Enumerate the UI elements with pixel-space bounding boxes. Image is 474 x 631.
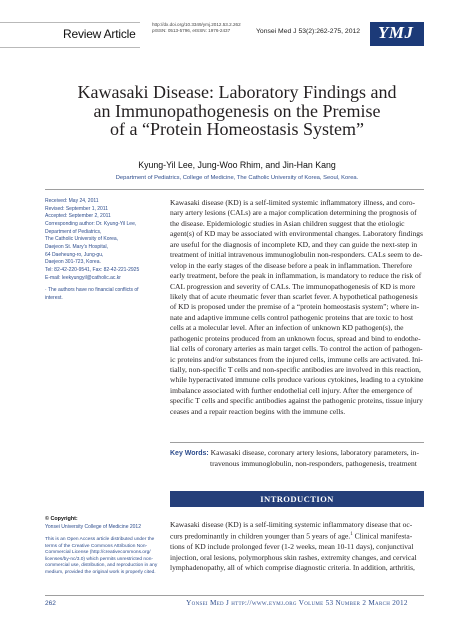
title-line: Kawasaki Disease: Laboratory Findings and	[77, 82, 397, 102]
abstract-line: likely that of acute rheumatic fever than scarlet fever. A hypothetical pathogenesis	[170, 291, 418, 301]
license-line: terms of the Creative Commons Attribution Non-	[45, 543, 148, 549]
address-line: Daejeon 301-723, Korea.	[45, 259, 101, 266]
abstract-line: early treatment, before the peak in inflammation, is mandatory to reduce the risk of	[170, 271, 422, 281]
license-line: licenses/by-nc/3.0) which permits unrestricted non-	[45, 556, 153, 562]
corresponding-author: Corresponding author: Dr. Kyung-Yil Lee,	[45, 220, 137, 227]
article-title	[60, 83, 414, 139]
abstract-line: treatment of initial intravenous immunoglobulin non-responders. CALs seem to de-	[170, 250, 423, 260]
phone-fax: Tel: 82-42-220-9541, Fax: 82-42-221-2925	[45, 266, 140, 273]
introduction-text	[170, 520, 424, 574]
abstract-line: agent(s) of KD may be associated with environmental changes. Laboratory findings	[170, 229, 423, 239]
email-link[interactable]: E-mail: leekyungyil@catholic.ac.kr	[45, 274, 121, 281]
abstract-line: specific T cells and specific antibodies against the pathogenic proteins, tissue injury	[170, 396, 423, 406]
section-label: Review Article	[63, 27, 136, 41]
keywords	[170, 448, 424, 470]
abstract-line: tially, non-specific T cells and non-specific antibodies are involved in this reaction,	[170, 365, 421, 374]
journal-logo	[370, 22, 424, 46]
divider	[45, 595, 424, 596]
abstract-line: pathogenic proteins produced from an unknown focus, spread and bind to endothe-	[170, 333, 421, 343]
abstract-line: the disease. Epidemiologic studies in Asian children suggest that the etiologic	[170, 218, 405, 228]
introduction-heading: INTRODUCTION	[260, 494, 334, 504]
issn-line: pISSN: 0513-5796, eISSN: 1976-2437	[152, 28, 231, 34]
abstract-line: nary artery lesions (CALs) are a major complication determining the prognosis of	[170, 208, 417, 218]
footer-citation: Yonsei Med J http://www.eymj.org Volume 53 Number 2 March 2012	[186, 599, 408, 607]
intro-line: lymphadenopathy, all of which comprise diagnostic criteria. In addition, arthritis,	[170, 563, 415, 573]
abstract-line: ceases and a repair reaction begins with the immune cells.	[170, 406, 346, 416]
keywords-text: travenous immunoglobulin, non-responders, pathogenesis, treatment	[210, 459, 417, 469]
license-line: This is an Open Access article distributed under the	[45, 537, 155, 542]
article-info	[45, 198, 160, 282]
abstract-line: of KD is proposed under the premise of a “protein homeostasis system”; where in-	[170, 302, 420, 312]
abstract-line: nate and adaptive immune cells control pathogenic proteins that are toxic to host	[170, 312, 414, 322]
citation-ref[interactable]: 1	[350, 532, 353, 538]
revised-date: Revised: September 1, 2011	[45, 205, 109, 212]
address-line: Daejeon St. Mary’s Hospital,	[45, 243, 108, 250]
conflict-note-line: interest.	[45, 294, 63, 301]
affiliation: Department of Pediatrics, College of Medicine, The Catholic University of Korea, Seoul, Korea.	[115, 175, 359, 181]
doi-block	[152, 22, 241, 35]
address-line: 64 Daeheung-ro, Jung-gu,	[45, 251, 104, 258]
copyright-heading: © Copyright:	[45, 516, 78, 522]
divider	[170, 442, 424, 443]
journal-reference: Yonsei Med J 53(2):262-275, 2012	[256, 28, 361, 35]
intro-line: Kawasaki disease (KD) is a self-limiting systemic inflammatory disease that oc-	[170, 520, 413, 529]
section-label-box	[0, 22, 140, 48]
abstract-line: Kawasaki disease (KD) is a self-limited systemic inflammatory illness, and coro-	[170, 198, 415, 207]
license-line[interactable]: Commercial License (http://creativecommons.org/	[45, 550, 151, 555]
accepted-date: Accepted: September 2, 2011	[45, 213, 111, 220]
abstract-line: imbalance associated with further endothelial cell injury. After the emergence of	[170, 385, 413, 395]
author-list: Kyung-Yil Lee, Jung-Woo Rhim, and Jin-Han Kang	[138, 160, 336, 170]
conflict-note	[45, 287, 160, 302]
open-access-notice	[45, 537, 163, 576]
title-line: of a “Protein Homeostasis System”	[110, 119, 364, 139]
address-line: The Catholic University of Korea,	[45, 236, 119, 243]
license-line: commercial use, distribution, and reproduction in any	[45, 563, 158, 568]
conflict-note-line: · The authors have no financial conflicts of	[45, 287, 139, 293]
title-line: an Immunopathogenesis on the Premise	[93, 100, 381, 121]
intro-line: curs predominantly in children younger than 5 years of age.$^1$ Clinical manifesta-	[170, 531, 413, 541]
received-date: Received: May 24, 2011	[45, 198, 99, 204]
abstract-line: lial cells of coronary arteries as main target cells. To control the action of pathogen-	[170, 344, 423, 354]
address-line: Department of Pediatrics,	[45, 228, 102, 235]
abstract-line: CAL progression and severity of CALs. The immunopathogenesis of KD is more	[170, 281, 416, 291]
intro-line: tions of KD include prolonged fever (1-2 weeks, mean 10-11 days), conjunctival	[170, 542, 414, 552]
abstract-line: are useful for the diagnosis of incomplete KD, and they can guide the next-step in	[170, 239, 418, 249]
intro-line: injection, oral lesions, polymorphous skin rashes, extremity changes, and cervical	[170, 552, 417, 562]
page-number: 262	[45, 600, 56, 607]
abstract	[170, 198, 424, 417]
keywords-text: Kawasaki disease, coronary artery lesions, laboratory parameters, in-	[210, 448, 419, 457]
abstract-line: cells at a molecular level. After an infection of unknown KD pathogen(s), the	[170, 323, 404, 333]
divider	[45, 189, 424, 190]
abstract-line: while hyperactivated immune cells produce various cytokines, leading to a cytokine	[170, 375, 424, 385]
copyright-holder: Yonsei University College of Medicine 2012	[45, 524, 141, 530]
doi-link[interactable]: http://dx.doi.org/10.3349/ymj.2012.53.2.262	[152, 22, 241, 27]
abstract-line: ic proteins and/or substances from the injured cells, immune cells are activated. Ini-	[170, 354, 423, 364]
license-line: medium, provided the original work is properly cited.	[45, 569, 156, 575]
journal-logo-text: YMJ	[378, 23, 414, 42]
introduction-heading-bar	[170, 491, 424, 507]
abstract-line: velop in the early stages of the disease before a peak in inflammation. Therefore	[170, 260, 413, 270]
keywords-label: Key Words:	[170, 450, 209, 457]
